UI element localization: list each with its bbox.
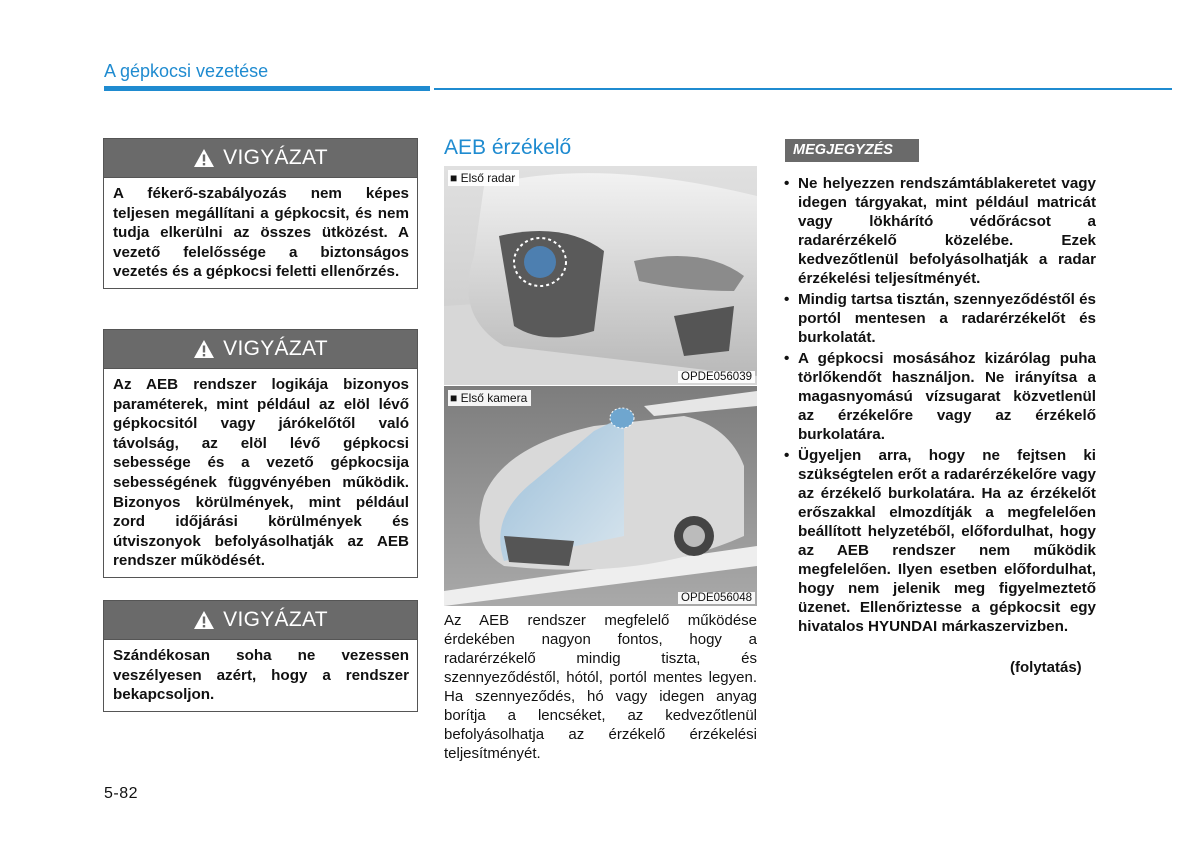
- warning-text: Az AEB rendszer logikája bizonyos paraméterek, mint például az elöl lévő gépkocsitól vagy járókelőtől való távolság, az elöl lévő gépkocsi sebessége és a vezető gépkocsija sebességének függvényében működik. Bizonyos körülmények, mint például zord időjárási körülmények és útviszonyok befolyásolhatják az AEB rendszer működését.: [113, 376, 409, 570]
- aeb-sensor-paragraph: Az AEB rendszer megfelelő működése érdekében nagyon fontos, hogy a radarérzékelő mindig tiszta, és szennyeződéstől, hótól, portól mentes legyen. Ha szennyeződés, hó vagy idegen anyag borítja a lencséket, az kedvezőtlenül befolyásolhatja az érzékelő érzékelési teljesítményét.: [444, 612, 757, 762]
- warning-header: [104, 601, 417, 640]
- section-title: A gépkocsi vezetése: [104, 61, 269, 81]
- header-rule-thin: [434, 88, 1172, 90]
- list-item: [784, 446, 1096, 636]
- bullet: •: [784, 447, 790, 464]
- warning-box: [103, 138, 418, 289]
- warning-box: [103, 329, 418, 578]
- bullet: •: [784, 350, 790, 367]
- note-item-text: A gépkocsi mosásához kizárólag puha törlőkendőt használjon. Ne irányítsa a magasnyomású vízsugarat közvetlenül az érzékelőre vagy az érzékelő burkolatára.: [798, 350, 1096, 443]
- car-camera-illustration: [444, 386, 757, 606]
- warning-title: VIGYÁZAT: [223, 146, 328, 169]
- note-item-text: Mindig tartsa tisztán, szennyeződéstől és portól mentesen a radarérzékelőt és burkolatát.: [798, 291, 1096, 346]
- warning-triangle-icon: [193, 148, 215, 168]
- image-code: OPDE056048: [678, 592, 755, 604]
- image-code: OPDE056039: [678, 371, 755, 383]
- note-item-text: Ne helyezzen rendszámtáblakeretet vagy idegen tárgyakat, mint például matricát vagy lökhárító védőrácsot a radarérzékelő közelébe. Ezek kedvezőtlenül befolyásolhatják a radar érzékelési teljesítményét.: [798, 175, 1096, 287]
- page-number: 5-82: [104, 785, 139, 802]
- warning-triangle-icon: [193, 339, 215, 359]
- front-radar-image: [444, 166, 757, 385]
- bullet: •: [784, 175, 790, 192]
- warning-triangle-icon: [193, 610, 215, 630]
- front-camera-image: [444, 386, 757, 606]
- warning-header: [104, 330, 417, 369]
- list-item: [784, 349, 1096, 444]
- header-rule-thick: [104, 86, 430, 91]
- warning-text: A fékerő-szabályozás nem képes teljesen megállítani a gépkocsit, és nem tudja elkerülni az összes ütközést. A vezető felelőssége a biztonságos vezetés és a gépkocsi feletti ellenőrzés.: [113, 185, 409, 281]
- note-list: [784, 174, 1096, 638]
- image-caption: ■ Első radar: [448, 170, 519, 186]
- warning-title: VIGYÁZAT: [223, 608, 328, 631]
- note-item-text: Ügyeljen arra, hogy ne fejtsen ki szükségtelen erőt a radarérzékelőre vagy az érzékelő burkolatára. Ha az érzékelőt erőszakkal elmozdítják a megfelelően beállított helyzetéből, előfordulhat, hogy az AEB rendszer nem működik megfelelően. Ilyen esetben előfordulhat, hogy nem jelenik meg figyelmeztető üzenet. Ellenőriztesse a gépkocsit egy hivatalos HYUNDAI márkaszervizben.: [798, 447, 1096, 635]
- warning-text: Szándékosan soha ne vezessen veszélyesen azért, hogy a rendszer bekapcsoljon.: [113, 647, 409, 704]
- car-front-illustration: [444, 166, 757, 385]
- image-caption: ■ Első kamera: [448, 390, 531, 406]
- list-item: [784, 290, 1096, 347]
- warning-header: [104, 139, 417, 178]
- continuation-label: (folytatás): [1010, 659, 1082, 676]
- aeb-sensor-heading: AEB érzékelő: [444, 136, 572, 159]
- list-item: [784, 174, 1096, 288]
- note-badge: MEGJEGYZÉS: [785, 139, 919, 162]
- warning-title: VIGYÁZAT: [223, 337, 328, 360]
- bullet: •: [784, 291, 790, 308]
- warning-box: [103, 600, 418, 712]
